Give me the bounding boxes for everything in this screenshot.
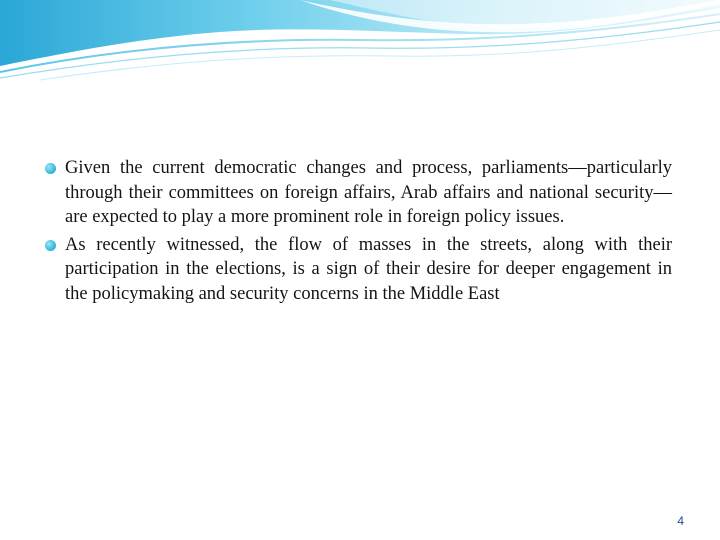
- slide-content: [44, 156, 672, 309]
- bullet-dot-icon: [45, 240, 56, 251]
- header-wave-decoration: [0, 0, 720, 90]
- bullet-dot-icon: [45, 163, 56, 174]
- bullet-list: [44, 156, 672, 306]
- bullet-text-1: Given the current democratic changes and process, parliaments—particularly through their committees on foreign affairs, Arab affairs and national security— are expected to play a more prominent role in foreign policy issues.: [65, 158, 672, 227]
- bullet-item-2: [44, 233, 672, 307]
- bullet-text-2: As recently witnessed, the flow of masses in the streets, along with their participation in the elections, is a sign of their desire for deeper engagement in the policymaking and security concerns in the Middle East: [65, 234, 672, 304]
- page-number: 4: [677, 514, 684, 528]
- bullet-item-1: [44, 156, 672, 230]
